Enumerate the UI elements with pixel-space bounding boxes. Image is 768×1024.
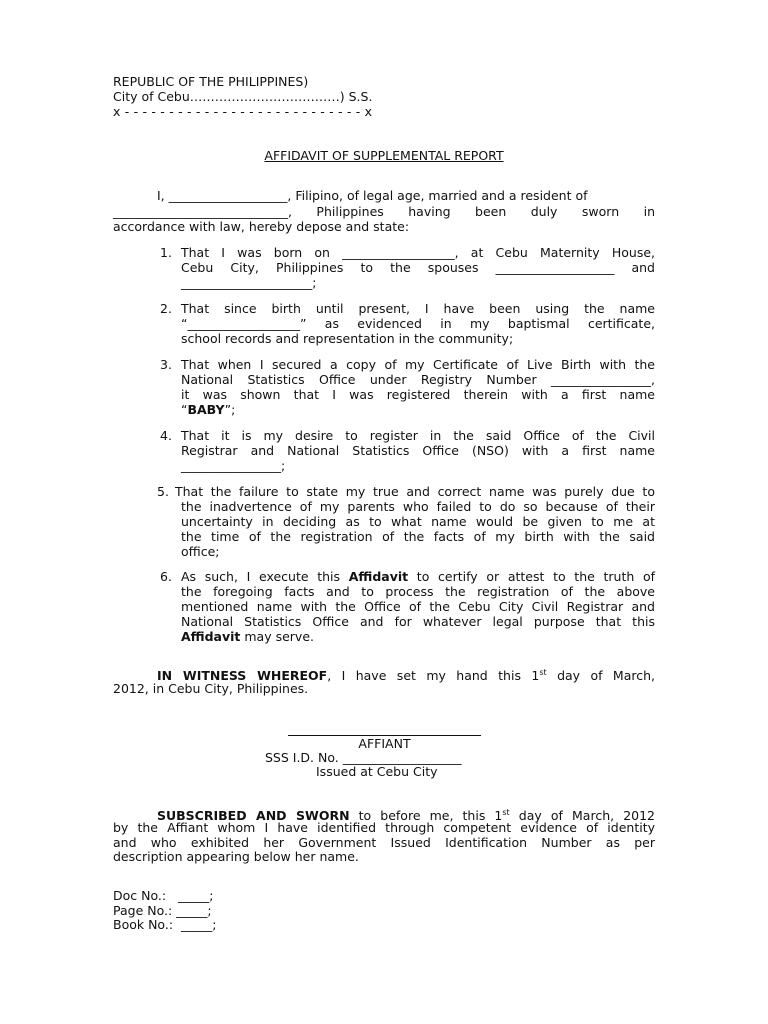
item-3-line-4: “BABY”;	[181, 402, 236, 417]
item-4-number: 4.	[160, 428, 172, 443]
item-1-number: 1.	[160, 245, 172, 260]
intro-line-3: accordance with law, hereby depose and state:	[113, 219, 410, 234]
item-1-line-3: _____________________;	[181, 275, 317, 290]
header-republic: REPUBLIC OF THE PHILIPPINES)	[113, 74, 309, 89]
doc-no: Doc No.: _____;	[113, 888, 214, 903]
baby-name: BABY	[187, 402, 225, 417]
item-2-line-1: That since birth until present, I have been using the name	[181, 301, 655, 316]
item-5-line-4: the time of the registration of the facts of my birth with the said	[181, 529, 655, 544]
item-5-line-3: uncertainty in deciding as to what name would be given to me at	[181, 514, 655, 529]
item-3-line-2: National Statistics Office under Registry Number ________________,	[181, 372, 655, 387]
item-6-line-5: Affidavit may serve.	[181, 629, 314, 644]
item-5-line-2: the inadvertence of my parents who failed to do so because of their	[181, 499, 655, 514]
item-3-line-3: it was shown that I was registered therein with a first name	[181, 387, 655, 402]
item-3-line-1: That when I secured a copy of my Certificate of Live Birth with the	[181, 357, 655, 372]
item-4-line-2: Registrar and National Statistics Office (NSO) with a first name	[181, 443, 655, 458]
item-4-line-3: ________________;	[181, 458, 286, 473]
subscribed-line-4: description appearing below her name.	[113, 849, 359, 864]
sss-id-line: SSS I.D. No. ___________________	[265, 750, 462, 765]
item-6-line-3: mentioned name with the Office of the Cebu City Civil Registrar and	[181, 599, 655, 614]
subscribed-line-3: and who exhibited her Government Issued Identification Number as per	[113, 835, 655, 850]
item-5-line-5: office;	[181, 544, 220, 559]
item-2-line-3: school records and representation in the community;	[181, 331, 514, 346]
subscribed-line-1: SUBSCRIBED AND SWORN to before me, this 1st day of March, 2012	[157, 808, 656, 824]
item-5-line-1: That the failure to state my true and correct name was purely due to	[175, 484, 655, 499]
item-5-number: 5.	[157, 484, 169, 499]
item-6-line-2: the foregoing facts and to process the registration of the above	[181, 584, 655, 599]
page-no: Page No.: _____;	[113, 903, 212, 918]
issued-at-line: Issued at Cebu City	[316, 764, 438, 779]
witness-line-2: 2012, in Cebu City, Philippines.	[113, 681, 309, 696]
item-6-line-4: National Statistics Office and for whatever legal purpose that this	[181, 614, 655, 629]
affiant-label: AFFIANT	[358, 736, 411, 751]
item-4-line-1: That it is my desire to register in the said Office of the Civil	[181, 428, 655, 443]
header-city: City of Cebu………………………………) S.S.	[113, 89, 373, 104]
item-6-number: 6.	[160, 569, 172, 584]
witness-line-1: IN WITNESS WHEREOF, I have set my hand this 1st day of March,	[157, 668, 656, 684]
intro-line-1: I, ___________________, Filipino, of legal age, married and a resident of	[157, 188, 588, 203]
item-1-line-1: That I was born on __________________, at Cebu Maternity House,	[181, 245, 655, 260]
subscribed-line-2: by the Affiant whom I have identified through competent evidence of identity	[113, 820, 655, 835]
intro-line-2: ____________________________, Philippines having been duly sworn in	[113, 204, 655, 219]
item-2-line-2: “__________________” as evidenced in my baptismal certificate,	[181, 316, 655, 331]
item-2-number: 2.	[160, 301, 172, 316]
document-title: AFFIDAVIT OF SUPPLEMENTAL REPORT	[264, 148, 504, 163]
item-6-line-1: As such, I execute this Affidavit to certify or attest to the truth of	[181, 569, 655, 584]
header-separator: x - - - - - - - - - - - - - - - - - - - - - - - - - - - x	[113, 104, 373, 119]
book-no: Book No.: _____;	[113, 917, 217, 932]
item-3-number: 3.	[160, 357, 172, 372]
item-1-line-2: Cebu City, Philippines to the spouses ___________________ and	[181, 260, 655, 275]
